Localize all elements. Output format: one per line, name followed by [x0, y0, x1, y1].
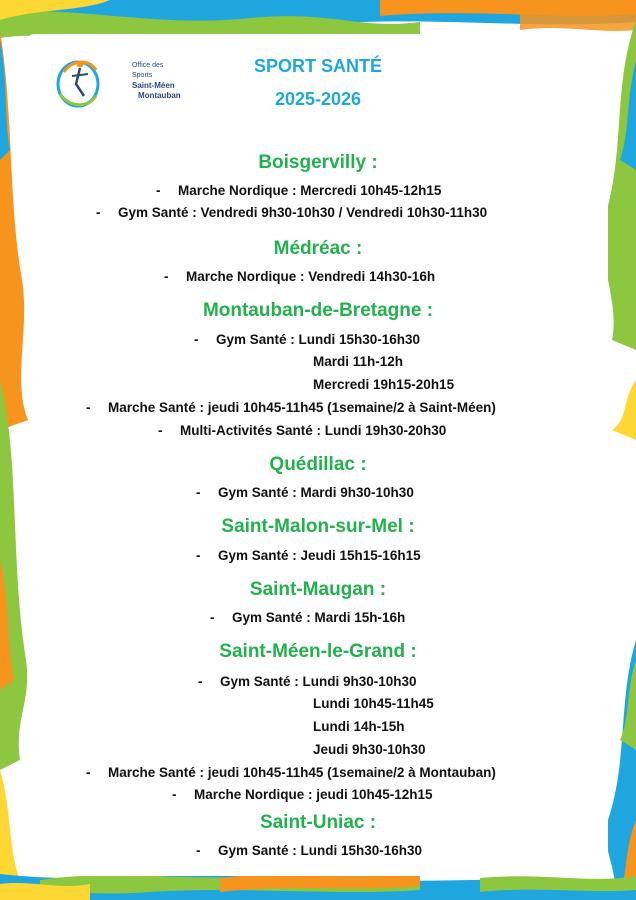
- schedule-line: [96, 205, 487, 220]
- season-year: 2025-2026: [274, 89, 362, 109]
- logo-line-1: Office des Sports: [132, 62, 164, 79]
- bullet: -: [210, 610, 215, 625]
- schedule-line: [86, 765, 496, 780]
- schedule-line: [172, 787, 433, 802]
- bullet: -: [196, 485, 201, 500]
- schedule-text: Gym Santé : Vendredi 9h30-10h30 / Vendredi 10h30-11h30: [118, 205, 488, 220]
- schedule-line: [196, 843, 422, 858]
- town-heading-boisgervilly: Boisgervilly :: [258, 152, 378, 173]
- bullet: -: [164, 269, 169, 284]
- schedule-line: [196, 485, 414, 500]
- town-heading-medreac: Médréac :: [273, 238, 363, 259]
- schedule-text: Marche Nordique : Mercredi 10h45-12h15: [178, 183, 442, 198]
- schedule-line-continued: Lundi 14h-15h: [313, 719, 405, 734]
- schedule-line: [164, 269, 435, 284]
- town-heading-montauban: Montauban-de-Bretagne :: [202, 300, 434, 321]
- schedule-text: Gym Santé : Lundi 9h30-10h30: [220, 674, 417, 689]
- schedule-text: Gym Santé : Lundi 15h30-16h30: [218, 843, 423, 858]
- schedule-text: Marche Santé : jeudi 10h45-11h45 (1semaine/2 à Montauban): [108, 765, 496, 780]
- page-title: SPORT SANTÉ: [253, 56, 382, 76]
- town-heading-quedillac: Quédillac :: [269, 454, 367, 475]
- schedule-line: [86, 400, 496, 415]
- bullet: -: [96, 205, 101, 220]
- bullet: -: [196, 548, 201, 563]
- schedule-line: [158, 423, 446, 438]
- schedule-line-continued: Mardi 11h-12h: [313, 354, 404, 369]
- schedule-text: Gym Santé : Lundi 15h30-16h30: [216, 332, 421, 347]
- schedule-text: Gym Santé : Mardi 9h30-10h30: [218, 485, 414, 500]
- town-heading-saint-maugan: Saint-Maugan :: [249, 579, 387, 600]
- bullet: -: [158, 423, 163, 438]
- bullet: -: [198, 674, 203, 689]
- schedule-text: Marche Nordique : jeudi 10h45-12h15: [194, 787, 433, 802]
- schedule-text: Gym Santé : Mardi 15h-16h: [232, 610, 406, 625]
- schedule-line: [194, 332, 420, 347]
- schedule-line-continued: Lundi 10h45-11h45: [313, 696, 434, 711]
- schedule-line-continued: Mercredi 19h15-20h15: [313, 377, 455, 392]
- bullet: -: [196, 843, 201, 858]
- bullet: -: [156, 183, 161, 198]
- schedule-line-continued: Jeudi 9h30-10h30: [313, 742, 426, 757]
- bullet: -: [194, 332, 199, 347]
- schedule-line: [198, 674, 417, 689]
- schedule-line: [196, 548, 421, 563]
- schedule-line: [156, 183, 441, 198]
- schedule-text: Gym Santé : Jeudi 15h15-16h15: [218, 548, 421, 563]
- town-heading-saint-meen: Saint-Méen-le-Grand :: [219, 641, 417, 662]
- bullet: -: [86, 765, 91, 780]
- schedule-line: [210, 610, 405, 625]
- schedule-text: Multi-Activités Santé : Lundi 19h30-20h30: [180, 423, 447, 438]
- town-heading-saint-malon: Saint-Malon-sur-Mel :: [221, 516, 415, 537]
- schedule-text: Marche Santé : jeudi 10h45-11h45 (1semaine/2 à Saint-Méen): [108, 400, 496, 415]
- bullet: -: [86, 400, 91, 415]
- bullet: -: [172, 787, 177, 802]
- logo-line-3: Montauban: [138, 91, 181, 100]
- town-heading-saint-uniac: Saint-Uniac :: [259, 812, 377, 833]
- logo-line-2: Saint-Méen: [132, 81, 175, 90]
- schedule-text: Marche Nordique : Vendredi 14h30-16h: [186, 269, 436, 284]
